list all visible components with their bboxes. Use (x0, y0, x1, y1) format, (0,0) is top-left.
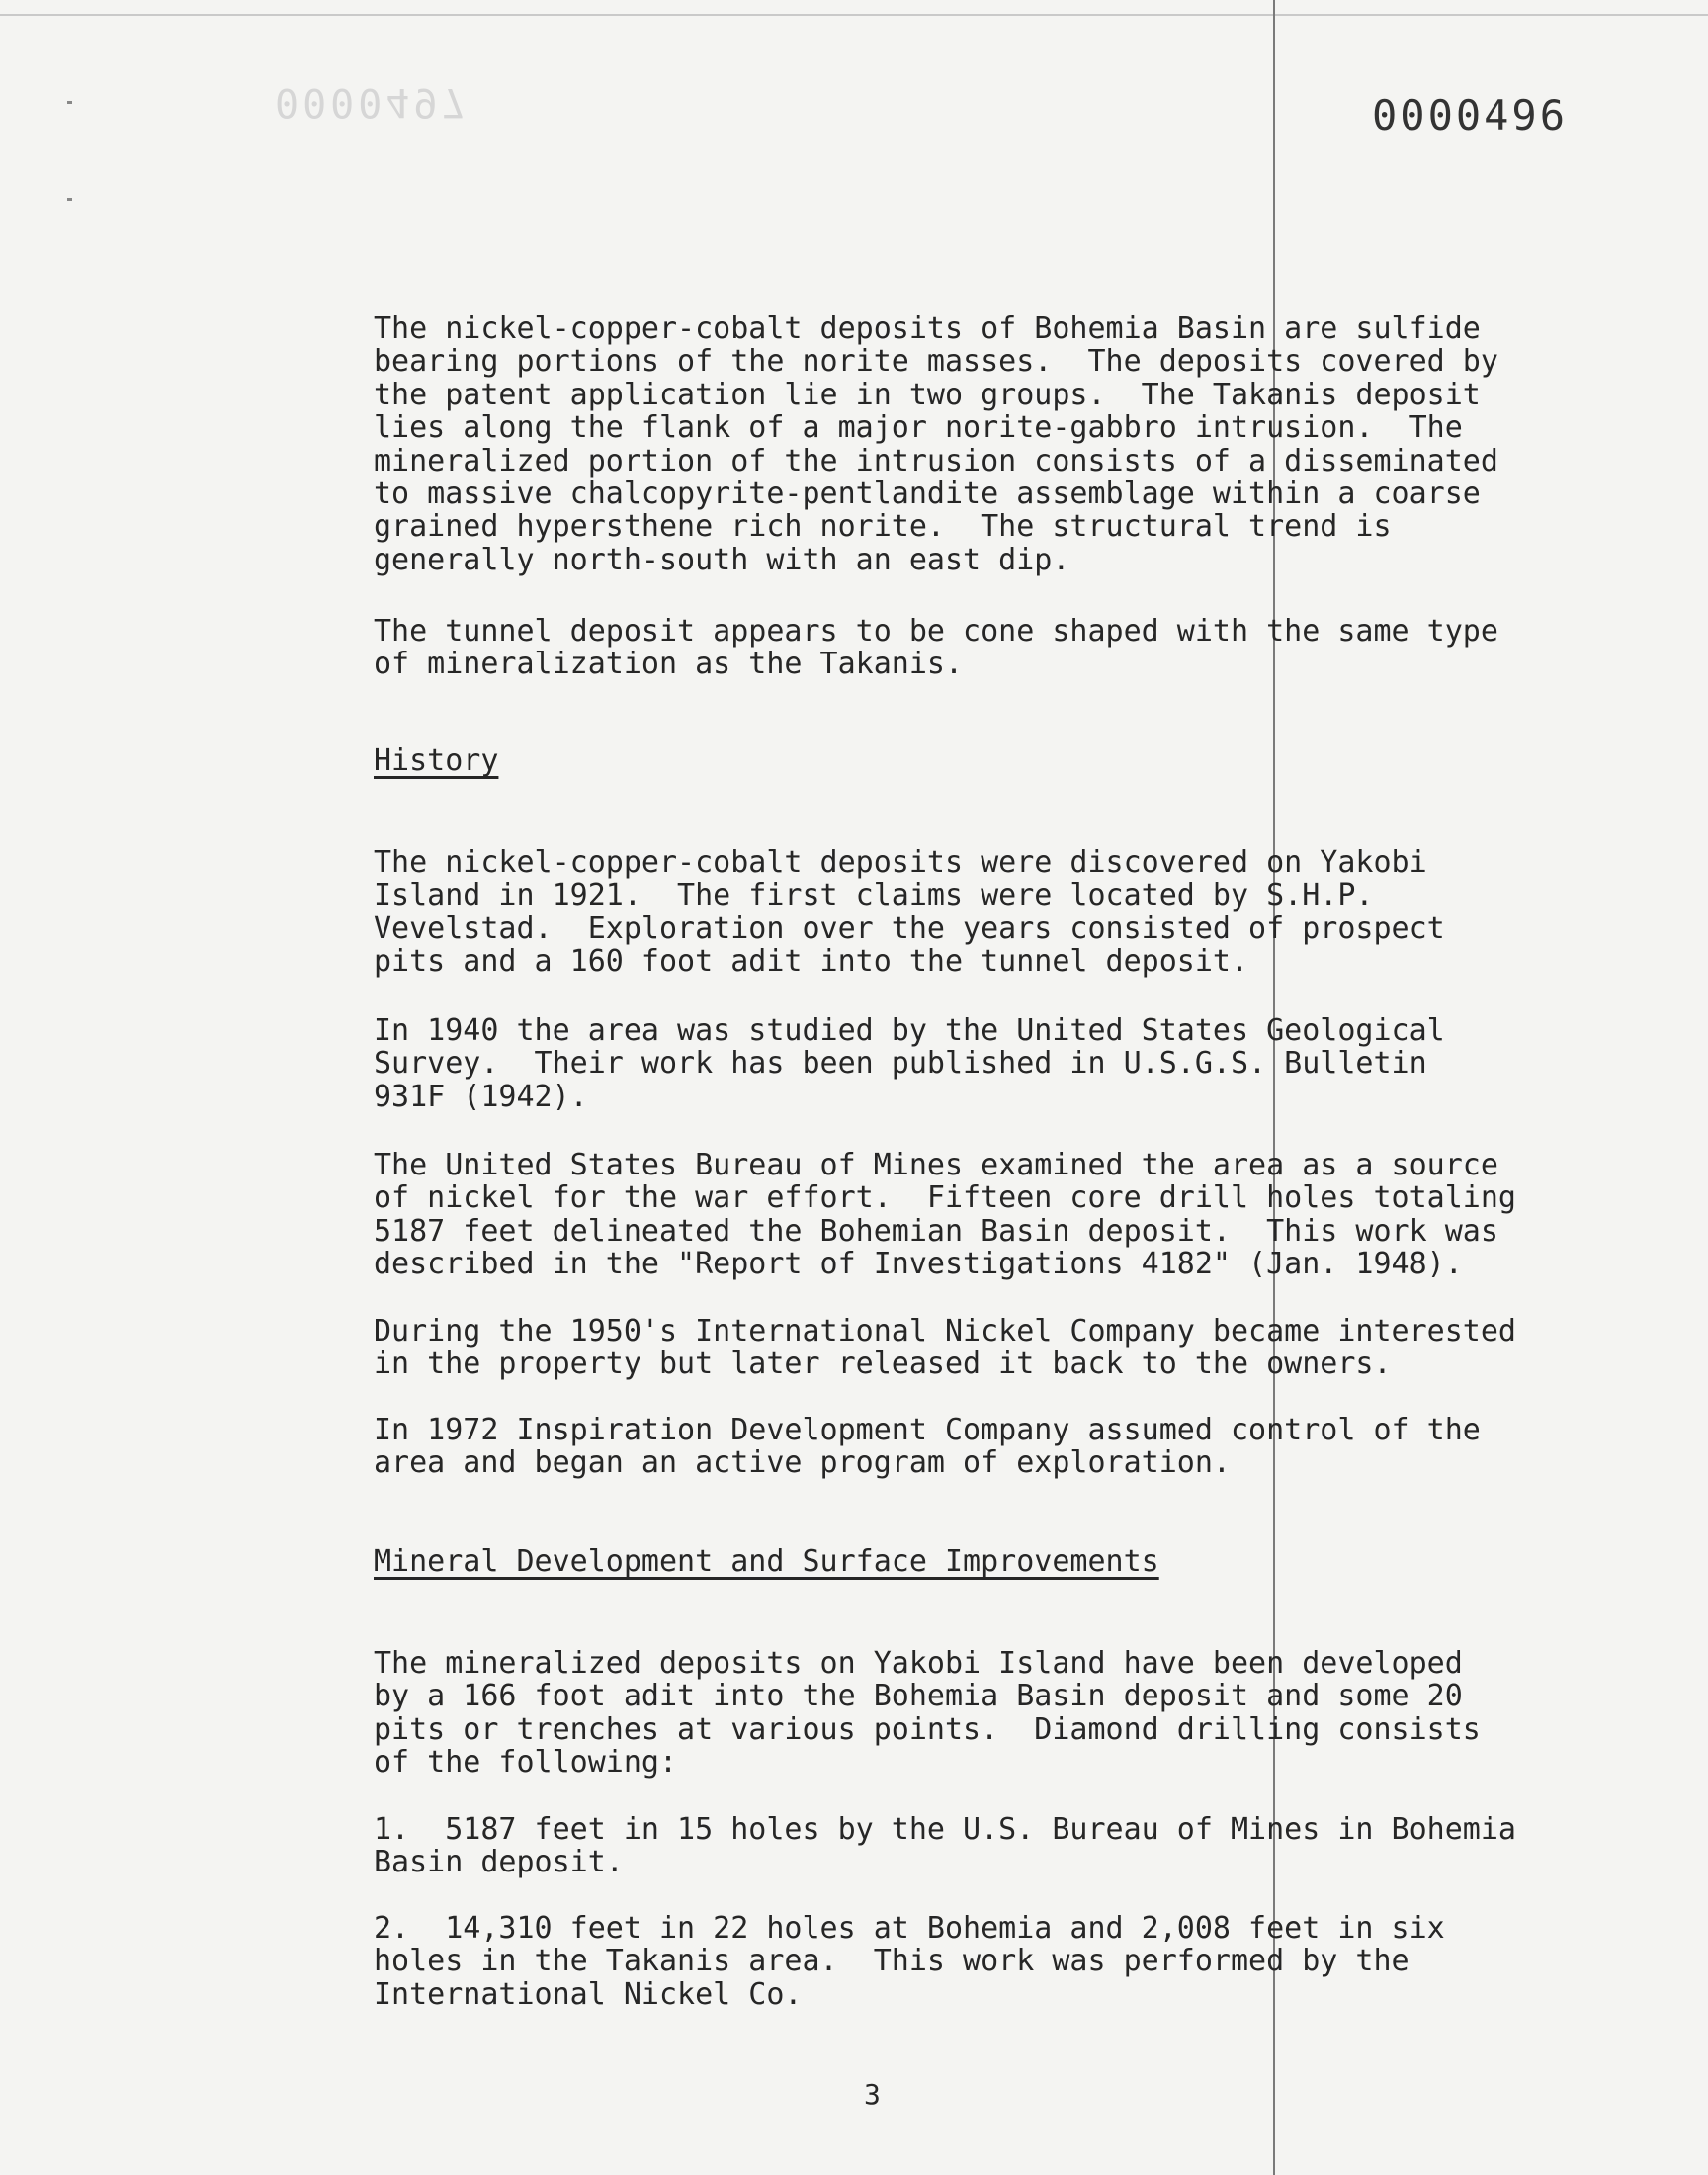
page-number: 3 (864, 2078, 881, 2111)
document-number: 0000496 (1372, 91, 1569, 139)
drilling-item-1: 1. 5187 feet in 15 holes by the U.S. Bureau of Mines in Bohemia Basin deposit. (374, 1812, 1516, 1880)
bleed-through-number: 0000497 (275, 79, 470, 125)
development-paragraph-1: The mineralized deposits on Yakobi Island have been developed by a 166 foot adit into the Bohemia Basin deposit and some 20 pits or trenches at various points. Diamond drilling consists of the following: (374, 1646, 1481, 1781)
intro-paragraph-1: The nickel-copper-cobalt deposits of Bohemia Basin are sulfide bearing portions of the norite masses. The deposits covered by the patent application lie in two groups. The Takanis deposit lies along the flank of a major norite-gabbro intrusion. The mineralized portion of the intrusion consists of a disseminated to massive chalcopyrite-pentlandite assemblage within a coarse grained hypersthene rich norite. The structural trend is generally north-south with an east dip. (374, 311, 1498, 577)
scan-speck (67, 101, 72, 104)
drilling-item-2: 2. 14,310 feet in 22 holes at Bohemia and 2,008 feet in six holes in the Takanis area. This work was performed by the International Nickel Co. (374, 1911, 1445, 2012)
history-paragraph-5: In 1972 Inspiration Development Company assumed control of the area and began an active program of exploration. (374, 1413, 1481, 1481)
scan-top-edge (0, 14, 1708, 16)
history-paragraph-4: During the 1950's International Nickel Company became interested in the property but later released it back to the owners. (374, 1314, 1516, 1382)
history-paragraph-1: The nickel-copper-cobalt deposits were discovered on Yakobi Island in 1921. The first claims were located by S.H.P. Vevelstad. Exploration over the years consisted of prospect pits and a 160 foot adit into the tunnel deposit. (374, 845, 1445, 980)
history-paragraph-2: In 1940 the area was studied by the United States Geological Survey. Their work has been published in U.S.G.S. Bulletin 931F (1942). (374, 1013, 1445, 1114)
scan-speck (67, 198, 72, 201)
history-heading: History (374, 743, 499, 778)
history-paragraph-3: The United States Bureau of Mines examined the area as a source of nickel for the war effort. Fifteen core drill holes totaling 5187 feet delineated the Bohemian Basin deposit. This work was described in the "Report of Investigations 4182" (Jan. 1948). (374, 1148, 1516, 1282)
development-heading: Mineral Development and Surface Improvements (374, 1544, 1159, 1579)
intro-paragraph-2: The tunnel deposit appears to be cone shaped with the same type of mineralization as the Takanis. (374, 614, 1498, 682)
